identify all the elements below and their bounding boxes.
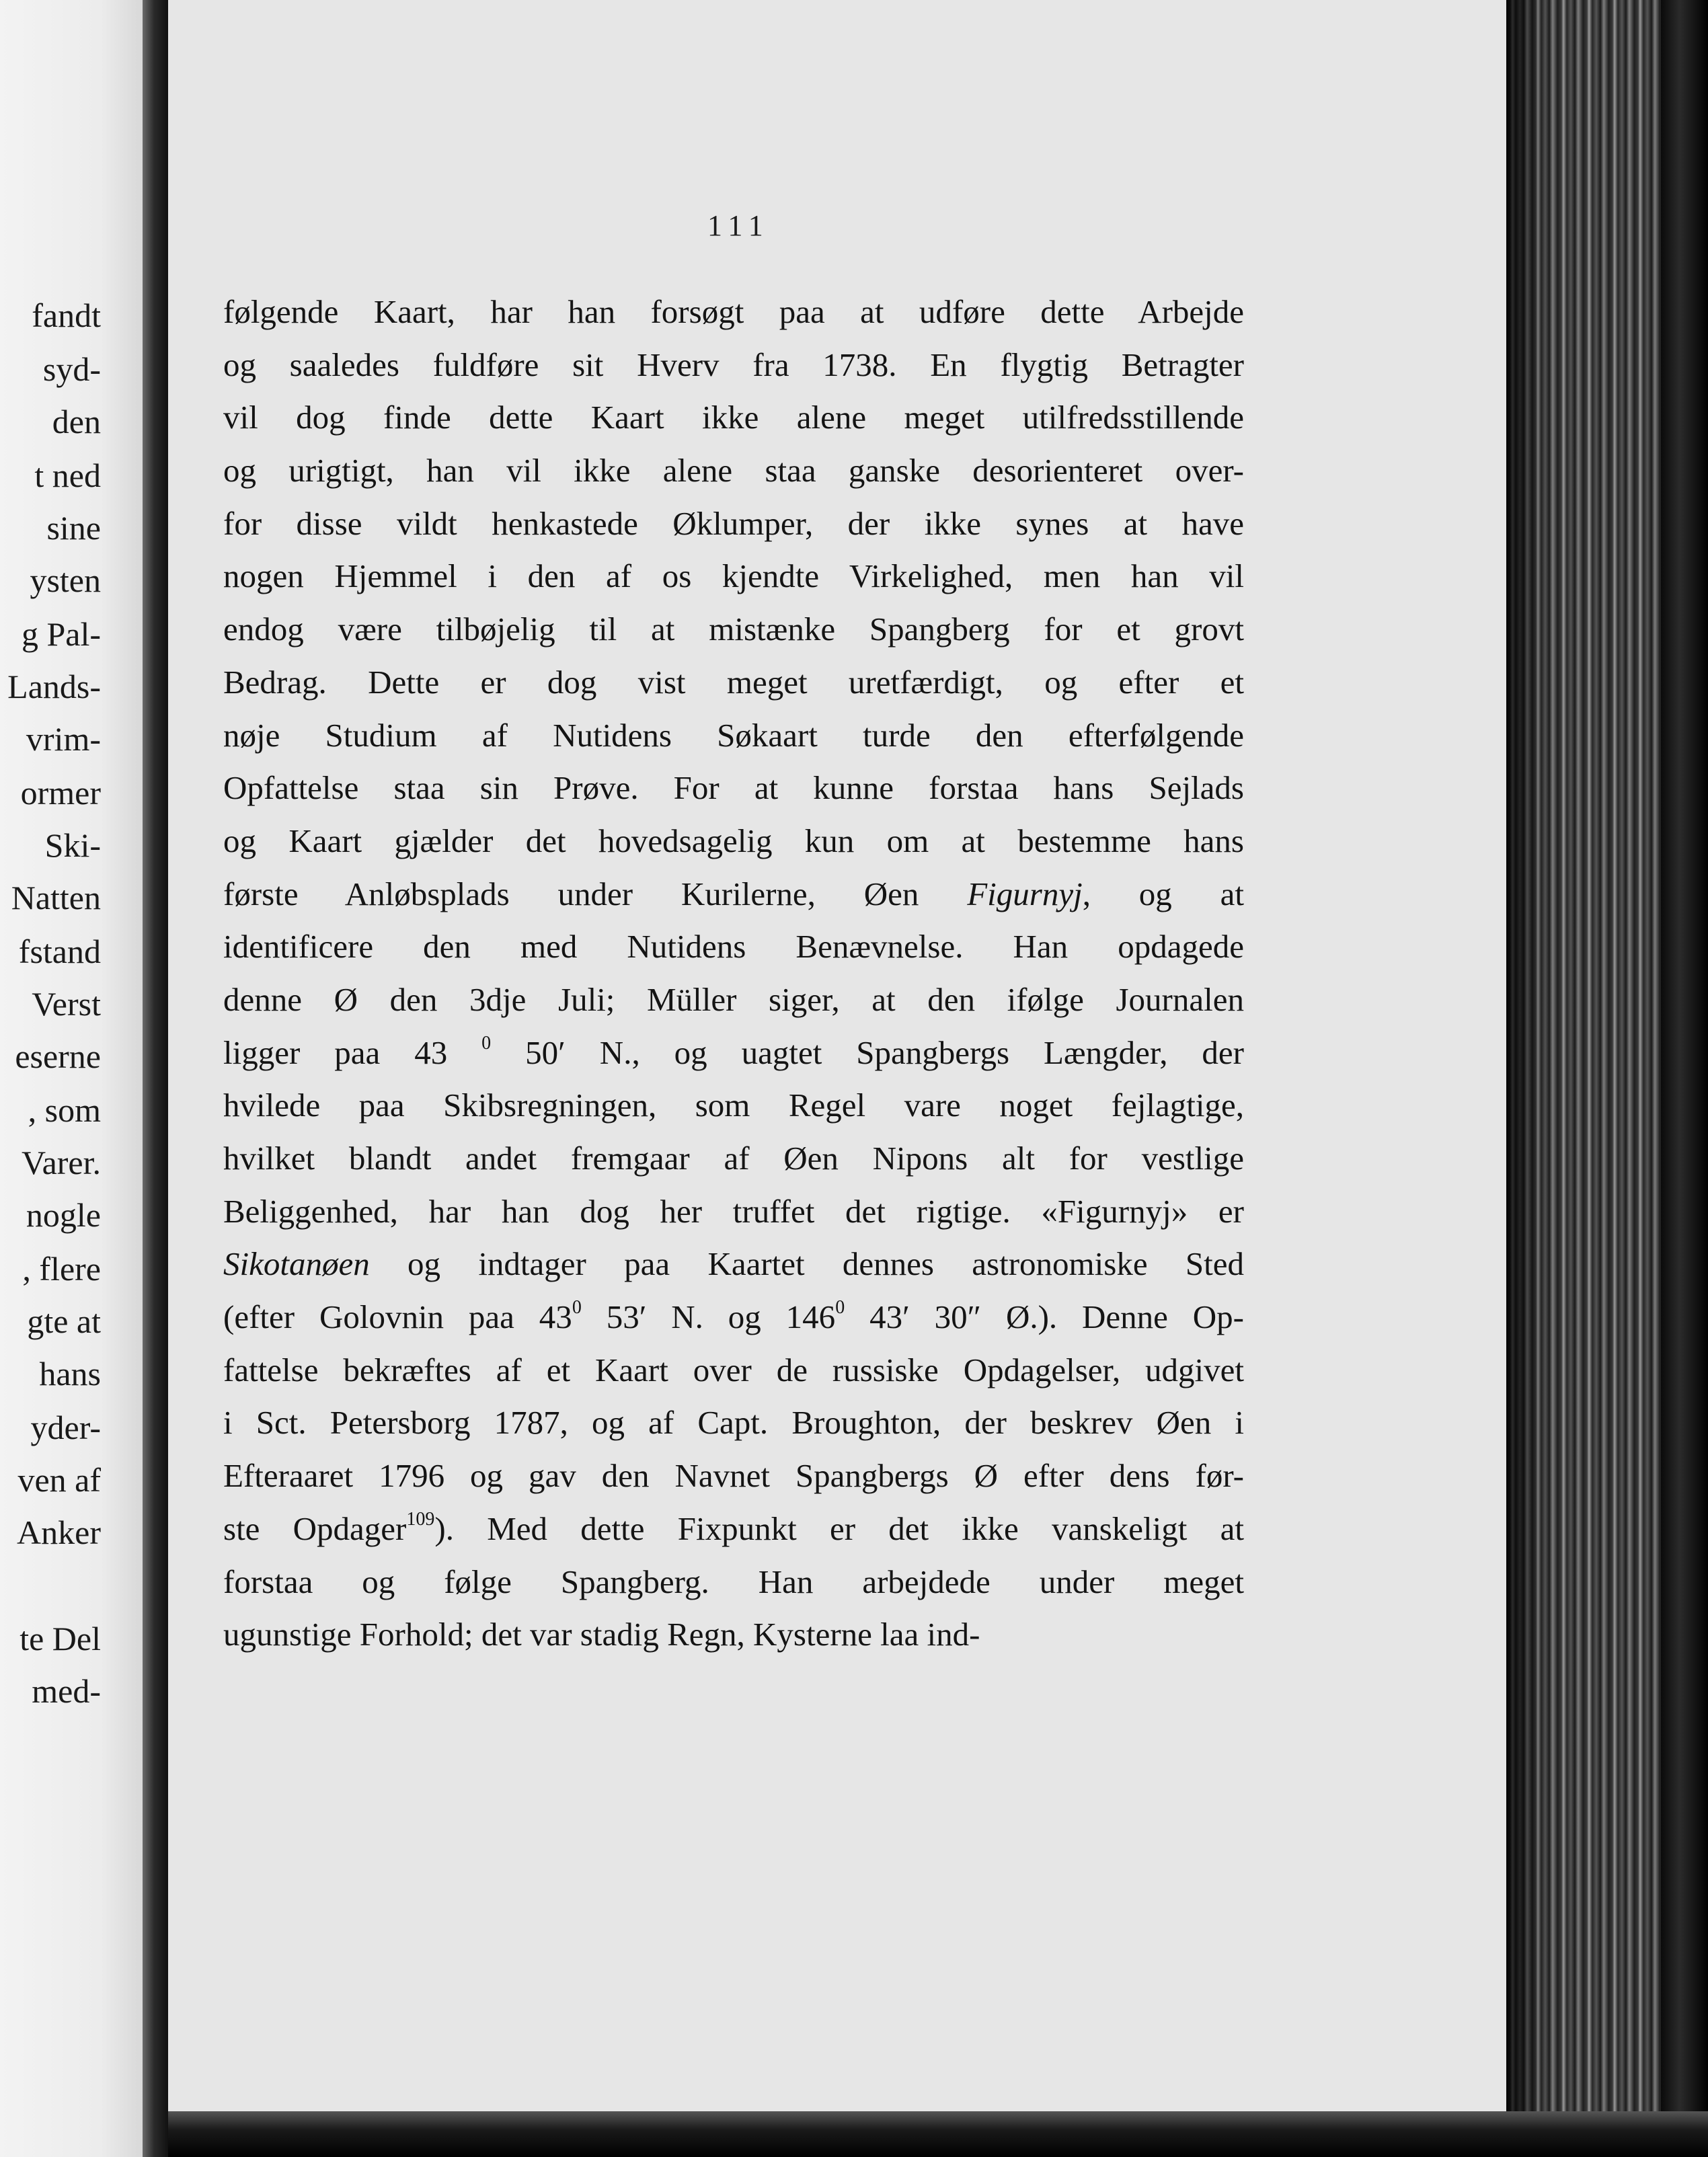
text-span: ste Opdager (223, 1509, 407, 1547)
left-page-line: nogle (26, 1196, 101, 1234)
text-span: 53′ N. og 146 (581, 1298, 836, 1336)
text-span: , og at (1082, 875, 1244, 912)
text-line: Bedrag. Dette er dog vist meget uretfærdigt, og efter et (223, 663, 1244, 701)
text-line: endog være tilbøjelig til at mistænke Spangberg for et grovt (223, 611, 1244, 648)
left-page-line: gte at (27, 1302, 101, 1340)
left-page-line: med- (32, 1672, 101, 1710)
left-page-line: Ski- (44, 826, 101, 864)
text-span: ligger paa 43 (223, 1033, 482, 1071)
left-page-line: g Pal- (21, 615, 101, 653)
left-page-line: Anker (17, 1514, 101, 1551)
text-span: (efter Golovnin paa 43 (223, 1298, 572, 1336)
text-line: og Kaart gjælder det hovedsagelig kun om at bestemme hans (223, 822, 1244, 859)
text-line (223, 1027, 1244, 1080)
text-line: nøje Studium af Nutidens Søkaart turde den efterfølgende (223, 716, 1244, 754)
left-page-line: Verst (32, 985, 101, 1023)
text-line: ugunstige Forhold; det var stadig Regn, Kysterne laa ind- (223, 1616, 980, 1653)
body-text (223, 286, 1244, 1661)
text-line (223, 1238, 1244, 1291)
text-line: identificere den med Nutidens Benævnelse. Han opdagede (223, 928, 1244, 966)
left-page-line: ysten (30, 561, 101, 599)
left-page-line: yder- (30, 1409, 101, 1446)
page-stack-shadow (1506, 0, 1547, 2157)
left-page-line: fstand (18, 933, 101, 970)
text-line: Efteraaret 1796 og gav den Navnet Spangbergs Ø efter dens før- (223, 1457, 1244, 1495)
left-page-line: syd- (42, 350, 101, 388)
left-page-line: fandt (32, 297, 101, 334)
left-page-line: eserne (15, 1037, 101, 1075)
text-line (223, 1291, 1244, 1344)
left-page-line: Lands- (7, 668, 101, 705)
italic-term: Figurnyj (967, 875, 1083, 912)
text-line: hvilede paa Skibsregningen, som Regel vare noget fejlagtige, (223, 1087, 1244, 1124)
left-page-line: sine (46, 509, 101, 547)
text-span: første Anløbsplads under Kurilerne, Øen (223, 875, 968, 912)
superscript: 0 (835, 1297, 845, 1319)
left-page-line: , som (28, 1091, 101, 1129)
left-page-line: t ned (34, 457, 101, 494)
text-line: forstaa og følge Spangberg. Han arbejdede under meget (223, 1563, 1244, 1600)
right-page (168, 0, 1506, 2111)
superscript: 109 (406, 1508, 435, 1530)
superscript: 0 (572, 1297, 582, 1319)
text-line: og urigtigt, han vil ikke alene staa ganske desorienteret over- (223, 452, 1244, 489)
text-line: i Sct. Petersborg 1787, og af Capt. Broughton, der beskrev Øen i (223, 1404, 1244, 1442)
left-page-line: Varer. (22, 1144, 101, 1181)
text-line: fattelse bekræftes af et Kaart over de russiske Opdagelser, udgivet (223, 1351, 1244, 1388)
text-line: for disse vildt henkastede Øklumper, der ikke synes at have (223, 504, 1244, 542)
superscript: 0 (481, 1032, 492, 1054)
text-line: Opfattelse staa sin Prøve. For at kunne forstaa hans Sejlads (223, 769, 1244, 807)
text-span: ). Med dette Fixpunkt er det ikke vanskeligt at (434, 1509, 1244, 1547)
text-line: vil dog finde dette Kaart ikke alene meget utilfredsstillende (223, 399, 1244, 436)
left-page-line: den (52, 403, 101, 440)
text-line (223, 868, 1244, 921)
text-line: følgende Kaart, har han forsøgt paa at udføre dette Arbejde (223, 293, 1244, 330)
page-number: 111 (707, 209, 770, 242)
text-line: denne Ø den 3dje Juli; Müller siger, at den ifølge Journalen (223, 980, 1244, 1018)
text-line: nogen Hjemmel i den af os kjendte Virkelighed, men han vil (223, 557, 1244, 595)
book-gutter (143, 0, 168, 2157)
left-page-line: , flere (22, 1250, 101, 1288)
text-line: Beliggenhed, har han dog her truffet det rigtige. «Figurnyj» er (223, 1192, 1244, 1230)
bottom-book-edge (168, 2111, 1708, 2157)
book-cover-edge (1661, 0, 1708, 2157)
text-line: hvilket blandt andet fremgaar af Øen Nipons alt for vestlige (223, 1140, 1244, 1177)
left-page-line: ormer (20, 774, 101, 812)
text-span: 50′ N., og uagtet Spangbergs Længder, der (491, 1033, 1244, 1071)
text-line (223, 1503, 1244, 1556)
left-page-line: ven af (17, 1461, 101, 1499)
left-page-line: vrim- (26, 720, 101, 758)
italic-term: Sikotanøen (223, 1245, 370, 1283)
text-span: og indtager paa Kaartet dennes astronomiske Sted (369, 1245, 1244, 1283)
left-page-line: Natten (11, 879, 101, 916)
left-page-line: hans (39, 1355, 101, 1393)
text-span: 43′ 30″ Ø.). Denne Op- (845, 1298, 1244, 1336)
left-page-line: te Del (20, 1620, 101, 1657)
left-facing-page (0, 0, 143, 2157)
text-line: og saaledes fuldføre sit Hverv fra 1738. En flygtig Betragter (223, 346, 1244, 383)
